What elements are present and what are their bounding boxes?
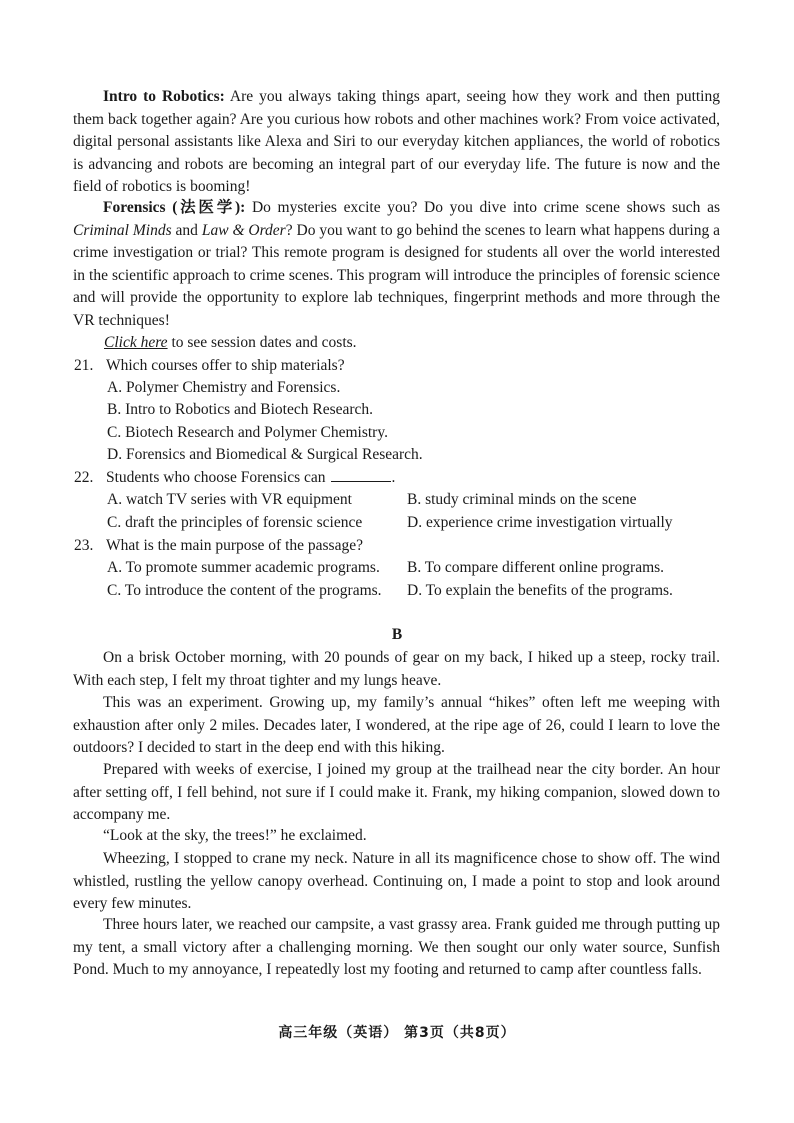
session-info-text: to see session dates and costs. <box>167 334 357 351</box>
question-22-end: . <box>391 469 396 486</box>
show-law-and-order: Law & Order <box>201 221 286 239</box>
question-22-stem: Students who choose Forensics can <box>106 469 326 486</box>
intro-robotics-label: Intro to Robotics: <box>103 88 225 105</box>
forensics-label: Forensics (法医学): <box>103 199 246 216</box>
q23-option-c[interactable]: C. To introduce the content of the programs. <box>107 582 382 599</box>
q22-option-b[interactable]: B. study criminal minds on the scene <box>407 491 637 508</box>
q22-option-c[interactable]: C. draft the principles of forensic science <box>107 514 363 531</box>
click-here-link[interactable]: Click here <box>104 334 168 351</box>
question-21-number: 21. <box>74 357 94 374</box>
question-23-stem: What is the main purpose of the passage? <box>106 537 363 554</box>
q21-option-c[interactable]: C. Biotech Research and Polymer Chemistry. <box>107 424 388 441</box>
passage-b-paragraph-6: Three hours later, we reached our campsite, a vast grassy area. Frank guided me through putting up my tent, a small victory after a challenging morning. We then sought our only water source, Sunfish Pond. Much to my annoyance, I repeatedly lost my footing and returned to camp after countless falls. <box>73 916 720 978</box>
passage-b-paragraph-2: This was an experiment. Growing up, my family’s annual “hikes” often left me weeping with exhaustion after only 2 miles. Decades later, I wondered, at the ripe age of 26, could I learn to love the outdoors? I decided to start in the deep end with this hiking. <box>73 694 720 756</box>
question-23-number: 23. <box>74 537 94 554</box>
q22-option-d[interactable]: D. experience crime investigation virtually <box>407 514 673 531</box>
passage-b-paragraph-5: Wheezing, I stopped to crane my neck. Nature in all its magnificence chose to show off. The wind whistled, rustling the yellow canopy overhead. Continuing on, I made a point to stop and look around every few minutes. <box>73 850 720 912</box>
question-21 <box>74 355 345 378</box>
q21-option-d[interactable]: D. Forensics and Biomedical & Surgical Research. <box>107 446 423 463</box>
passage-b-paragraph-4: “Look at the sky, the trees!” he exclaimed. <box>103 827 367 844</box>
section-b-title: B <box>391 626 403 643</box>
forensics-text-pre: Do mysteries excite you? Do you dive into crime scene shows such as <box>245 199 720 216</box>
passage-b-paragraph-1: On a brisk October morning, with 20 pounds of gear on my back, I hiked up a steep, rocky trail. With each step, I felt my throat tighter and my lungs heave. <box>73 649 720 689</box>
question-22-number: 22. <box>74 469 94 486</box>
show-criminal-minds: Criminal Minds <box>73 221 172 239</box>
intro-robotics-paragraph <box>73 86 720 199</box>
question-21-stem: Which courses offer to ship materials? <box>106 357 345 374</box>
forensics-text-mid: and <box>171 221 202 239</box>
forensics-paragraph <box>73 197 720 332</box>
session-info-line <box>104 332 357 355</box>
question-22 <box>74 467 395 490</box>
forensics-text-post: ? Do you want to go behind the scenes to learn what happens during a crime investigation or trial? This remote program is designed for students all over the world interested in the scientific approach to crime scenes. This program will introduce the principles of forensic science and will provide the opportunity to explore lab techniques, fingerprint methods and more through the VR techniques! <box>73 221 720 329</box>
intro-robotics-text: Are you always taking things apart, seeing how they work and then putting them back together again? Are you curious how robots and other machines work? From voice activated, digital personal assistants like Alexa and Siri to our everyday kitchen appliances, the world of robotics is advancing and robots are becoming an integral part of our everyday life. The future is now and the field of robotics is booming! <box>73 88 720 195</box>
q21-option-a[interactable]: A. Polymer Chemistry and Forensics. <box>107 379 341 396</box>
q23-option-d[interactable]: D. To explain the benefits of the programs. <box>407 582 673 599</box>
answer-blank <box>331 467 391 482</box>
page-footer: 高三年级（英语） 第3页（共8页） <box>278 1025 516 1041</box>
q21-option-b[interactable]: B. Intro to Robotics and Biotech Research. <box>107 401 374 418</box>
q23-option-a[interactable]: A. To promote summer academic programs. <box>107 559 380 576</box>
q23-option-b[interactable]: B. To compare different online programs. <box>407 559 665 576</box>
q22-option-a[interactable]: A. watch TV series with VR equipment <box>107 491 352 508</box>
passage-b-paragraph-3: Prepared with weeks of exercise, I joined my group at the trailhead near the city border. An hour after setting off, I fell behind, not sure if I could make it. Frank, my hiking companion, slowed down to accompany me. <box>73 761 720 823</box>
question-23 <box>74 535 363 558</box>
